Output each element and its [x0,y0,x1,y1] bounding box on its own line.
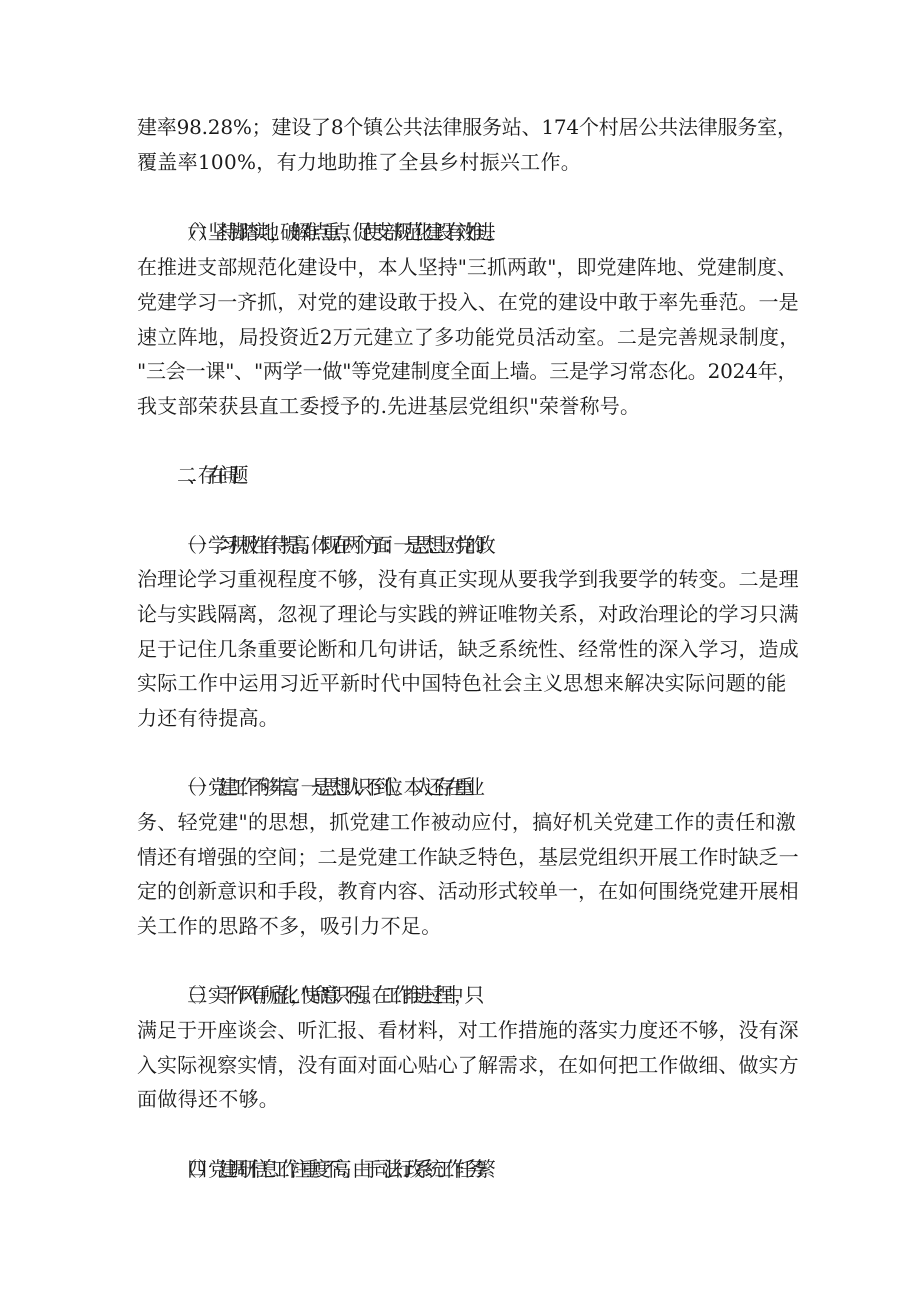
text-line: "三会一课"、"两学一做"等党建制度全面上墙。三是学习常态化。2024年， [137,359,798,383]
text-line: 建率98.28%；建设了8个镇公共法律服务站、174个村居公共法律服务室， [137,115,797,139]
text-line: （一）党建工作不够丰富。一是思想认识不到位。本人还存在"重业 [177,775,476,799]
section-heading: 二、存在问题 [177,463,239,487]
text-line: 关工作的思路不多，吸引力不足。 [137,914,442,938]
text-line: 面做得还不够。 [137,1087,280,1111]
text-line: （一）学习积极性有待提高。体现在两个方面：一是思想上对党的政 [177,533,486,557]
text-line: 定的创新意识和手段，教育内容、活动形式较单一，在如何围绕党建开展相 [137,879,799,903]
text-line: 实际工作中运用习近平新时代中国特色社会主义思想来解决实际问题的能 [137,671,787,695]
text-line: 速立阵地，局投资近2万元建立了多功能党员活动室。二是完善规录制度， [137,325,800,349]
text-line: 足于记住几条重要论断和几句讲话，缺乏系统性、经常性的深入学习，造成 [137,637,799,661]
text-line: （三）实干作风有所虚化，"使命"意识不强。在工作推进过程中，只 [177,983,475,1007]
text-line: （六）坚持脚踏实地，破解难点重点，促使支部规范化建设有效推进。 [177,220,497,244]
text-line: 入实际视察实情，没有面对面心贴心了解需求，在如何把工作做细、做实方 [137,1053,799,1077]
text-line: 情还有增强的空间；二是党建工作缺乏特色，基层党组织开展工作时缺乏一 [137,845,799,869]
text-line: 满足于开座谈会、听汇报、看材料，对工作措施的落实力度还不够，没有深 [137,1018,799,1042]
text-line: 在推进支部规范化建设中，本人坚持"三抓两敢"，即党建阵地、党建制度、 [137,255,798,279]
text-line: 党建学习一齐抓，对党的建设敢于投入、在党的建设中敢于率先垂范。一是 [137,290,799,314]
text-line: 务、轻党建"的思想，抓党建工作被动应付，搞好机关党建工作的责任和激 [137,810,797,834]
text-line: 覆盖率100%，有力地助推了全县乡村振兴工作。 [137,150,582,174]
text-line: 治理论学习重视程度不够，没有真正实现从要我学到我要学的转变。二是理 [137,567,799,591]
text-line: 力还有待提高。 [137,706,280,730]
text-line: （四）党建调研信息工作注重度不高。由于司法行政系统工作任务繁 [177,1157,486,1181]
text-line: 我支部荣获县直工委授予的.先进基层党组织"荣誉称号。 [137,394,641,418]
text-line: 论与实践隔离，忽视了理论与实践的辨证唯物关系，对政治理论的学习只满 [137,602,799,626]
